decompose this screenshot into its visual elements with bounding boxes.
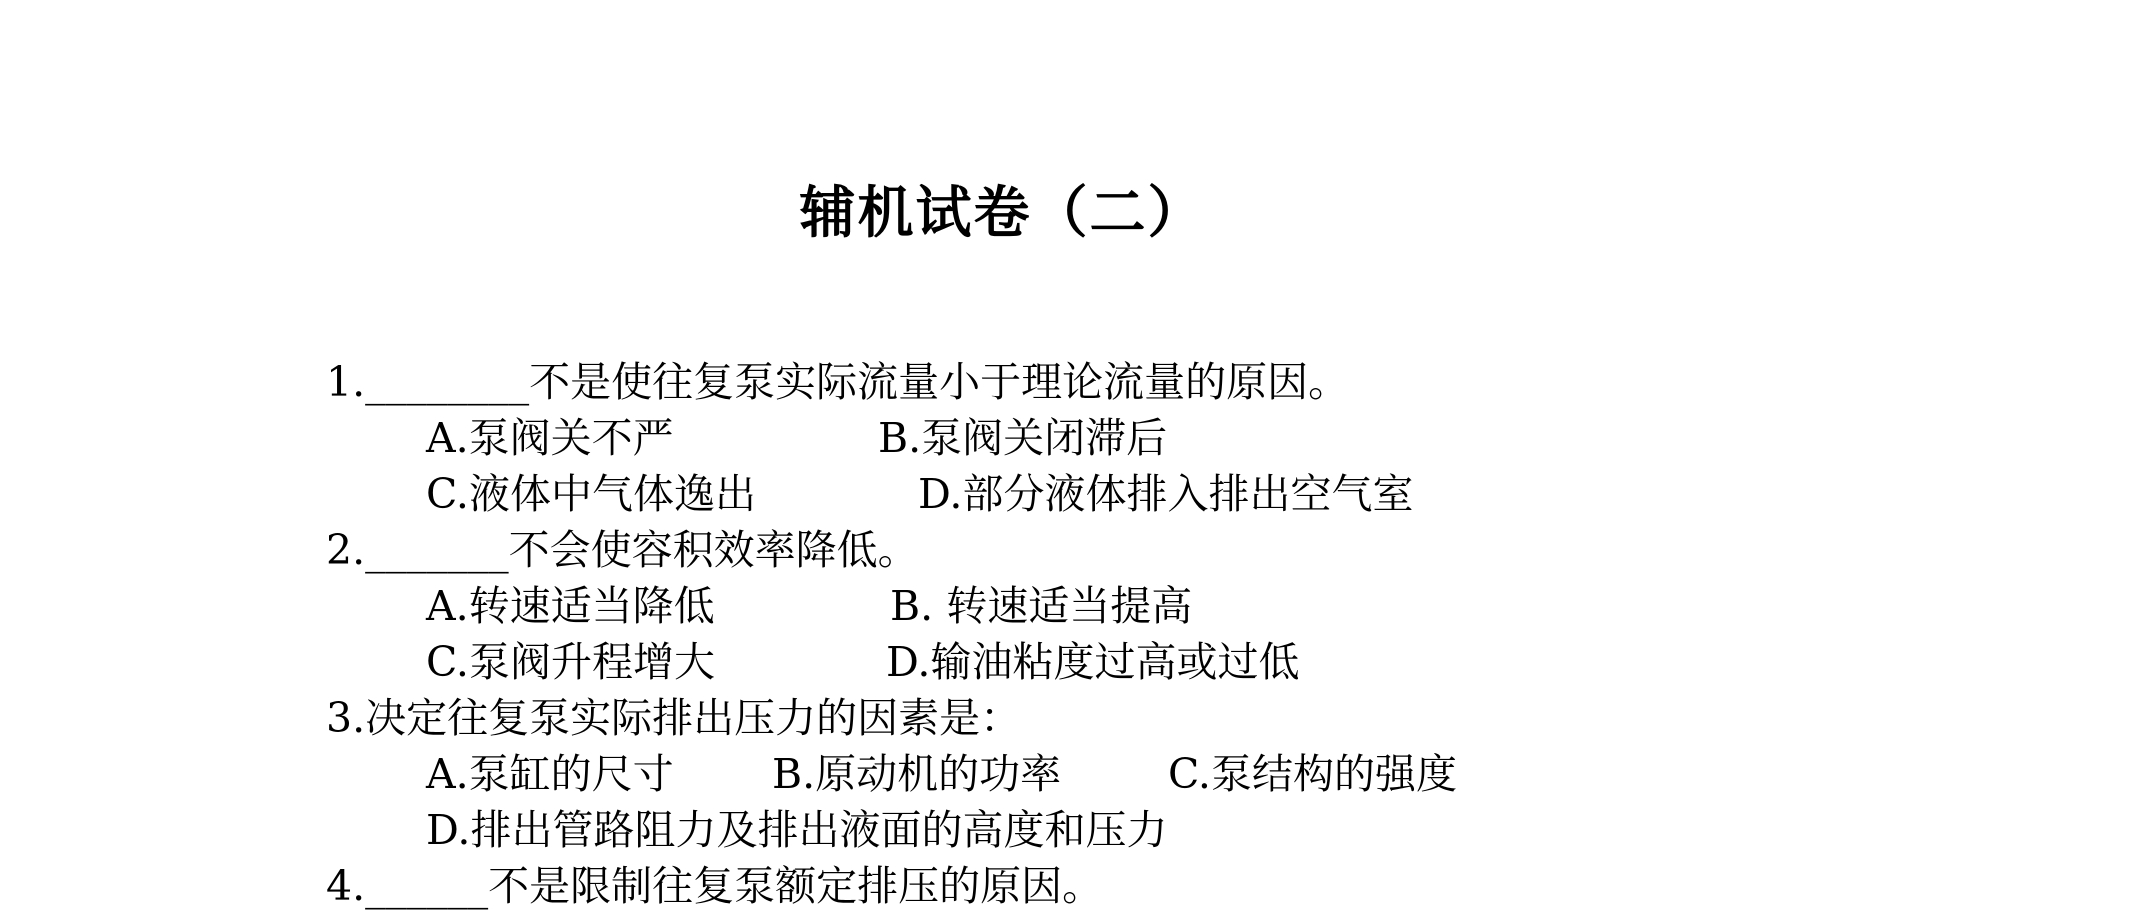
question-2-option-a: A.转速适当降低 [426, 582, 715, 630]
question-3-option-c: C.泵结构的强度 [1168, 750, 1457, 798]
question-3-option-b: B.原动机的功率 [772, 750, 1062, 798]
question-1-option-c: C.液体中气体逸出 [426, 470, 756, 518]
question-3-stem: 3.决定往复泵实际排出压力的因素是： [326, 694, 1022, 742]
question-4-stem: 4.______不是限制往复泵额定排压的原因。 [326, 862, 1104, 910]
question-1-option-d: D.部分液体排入排出空气室 [918, 470, 1414, 518]
question-2-option-b: B. 转速适当提高 [890, 582, 1193, 630]
question-2-stem: 2._______不会使容积效率降低。 [326, 526, 919, 574]
question-1-option-b: B.泵阀关闭滞后 [878, 414, 1168, 462]
question-2-option-d: D.输油粘度过高或过低 [886, 638, 1300, 686]
page-title: 辅机试卷（二） [799, 180, 1206, 246]
question-1-stem: 1.________不是使往复泵实际流量小于理论流量的原因。 [326, 358, 1350, 406]
question-3-option-a: A.泵缸的尺寸 [426, 750, 674, 798]
question-2-option-c: C.泵阀升程增大 [426, 638, 715, 686]
question-1-option-a: A.泵阀关不严 [426, 414, 674, 462]
question-3-option-d: D.排出管路阻力及排出液面的高度和压力 [426, 806, 1168, 854]
